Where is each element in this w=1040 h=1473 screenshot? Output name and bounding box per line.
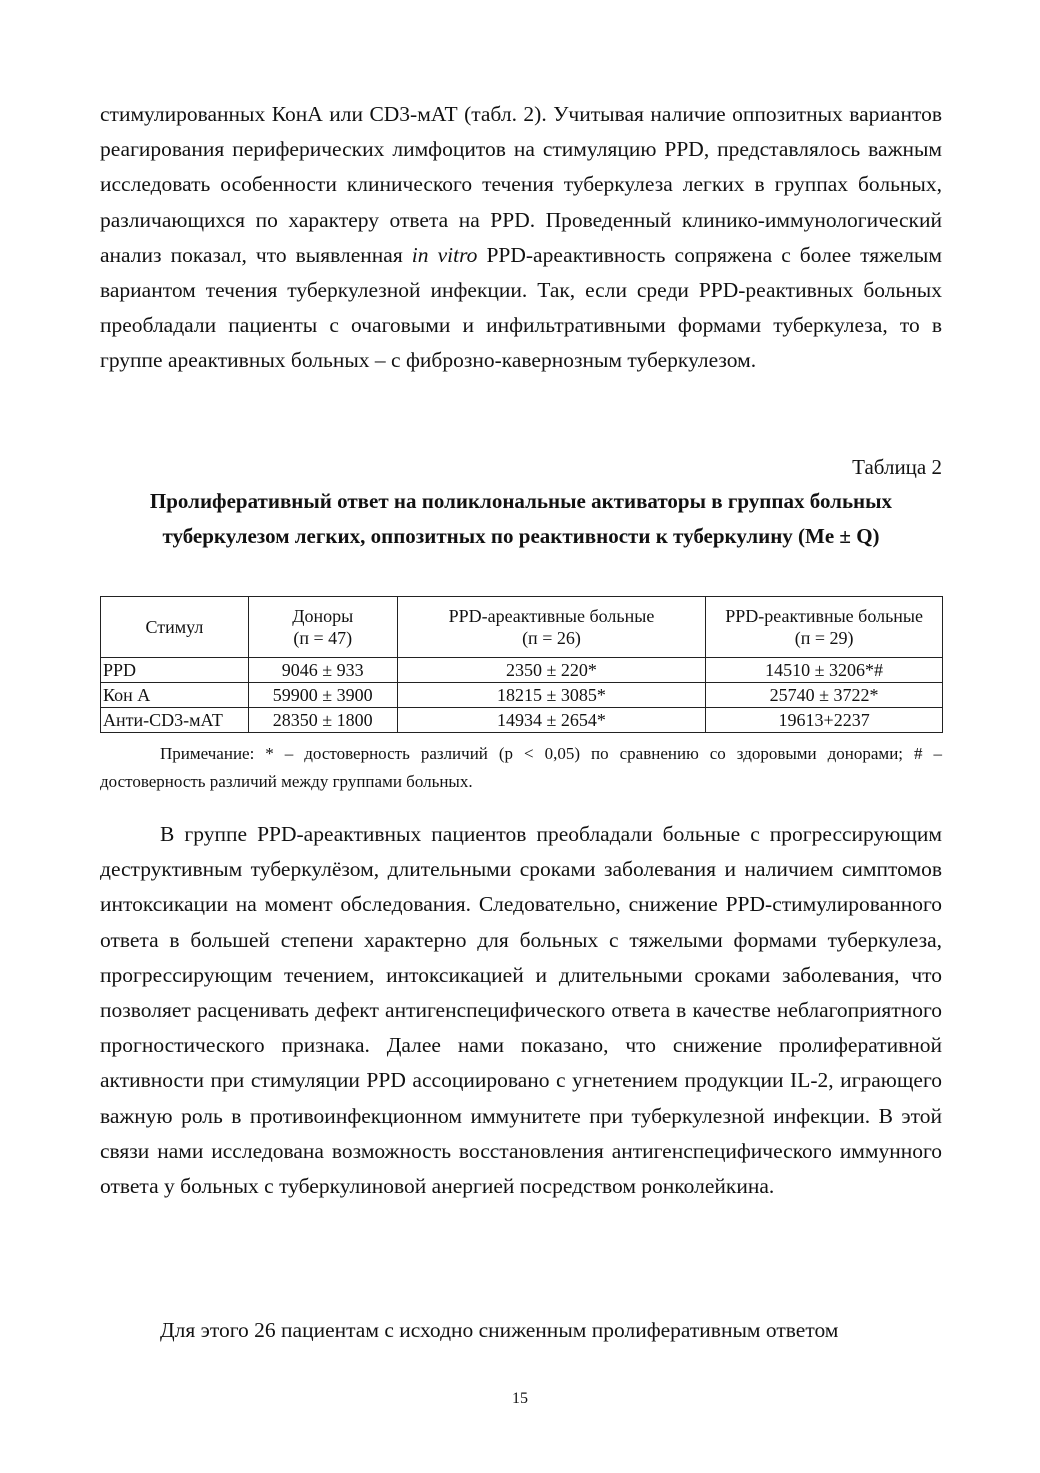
intro-italic-term: in vitro [411, 242, 478, 267]
header-reactive-label: PPD-реактивные больные [725, 606, 923, 626]
intro-paragraph [100, 97, 942, 379]
intro-text-cont: PPD-ареактивность сопряжена с более тяжелым вариантом течения туберкулезной инфекции. Так, если среди PPD-реактивных больных преобладали пациенты с очаговыми и инфильтративными формами туберкулеза, то в группе ареактивных больных – с фиброзно-кавернозным туберкулезом. [100, 242, 942, 373]
intro-text: стимулированных КонА или CD3-мАТ (табл. 2). Учитывая наличие оппозитных вариантов реагирования периферических лимфоцитов на стимуляцию PPD, представлялось важным исследовать особенности клинического течения туберкулеза легких в группах больных, различающихся по характеру ответа на PPD. Проведенный клинико-иммунологический анализ показал, что выявленная [100, 102, 942, 267]
header-reactive [706, 597, 943, 658]
table-cell: 18215 ± 3085* [397, 683, 706, 708]
table-cell: 14934 ± 2654* [397, 708, 706, 733]
body-paragraph-last: Для этого 26 пациентам с исходно сниженным пролиферативным ответом [160, 1318, 839, 1342]
table-cell: 19613+2237 [706, 708, 943, 733]
header-areactive-label: PPD-ареактивные больные [448, 606, 655, 626]
body-paragraph: В группе PPD-ареактивных пациентов преобладали больные с прогрессирующим деструктивным туберкулёзом, длительными сроками заболевания и наличием симптомов интоксикации на момент обследования. Следовательно, снижение PPD-стимулированного ответа в большей степени характерно для больных с тяжелыми формами туберкулеза, прогрессирующим течением, интоксикацией и длительными сроками заболевания, что позволяет расценивать дефект антигенспецифического ответа в качестве неблагоприятного прогностического признака. Далее нами показано, что снижение пролиферативной активности при стимуляции PPD ассоциировано с угнетением продукции IL-2, играющего важную роль в противоинфекционном иммунитете при туберкулезной инфекции. В этой связи нами исследована возможность восстановления антигенспецифического иммунного ответа у больных с туберкулиновой анергией посредством ронколейкина. [100, 822, 942, 1199]
header-stimulus-label: Стимул [145, 617, 204, 637]
table-cell: 59900 ± 3900 [248, 683, 397, 708]
header-areactive-n: (п = 26) [522, 628, 581, 648]
table-cell: 9046 ± 933 [248, 658, 397, 683]
header-donors [248, 597, 397, 658]
header-reactive-n: (п = 29) [794, 628, 854, 648]
header-donors-n: (п = 47) [293, 628, 353, 648]
results-table [100, 596, 943, 733]
header-areactive [397, 597, 706, 658]
table-note: Примечание: * – достоверность различий (р < 0,05) по сравнению со здоровыми донорами; # – достоверность различий между группами больных. [100, 744, 942, 791]
page-number: 15 [512, 1390, 528, 1407]
header-donors-label: Доноры [292, 606, 354, 626]
table-cell: Анти-CD3-мАТ [101, 708, 249, 733]
header-stimulus [101, 597, 249, 658]
table-row [101, 683, 943, 708]
table-cell: PPD [101, 658, 249, 683]
table-title: Пролиферативный ответ на поликлональные активаторы в группах больных туберкулезом легких, оппозитных по реактивности к туберкулину (Me ± Q) [149, 489, 893, 548]
table-cell: 28350 ± 1800 [248, 708, 397, 733]
table-cell: Кон А [101, 683, 249, 708]
table-cell: 25740 ± 3722* [706, 683, 943, 708]
table-header-row [101, 597, 943, 658]
table-row [101, 658, 943, 683]
table-cell: 2350 ± 220* [397, 658, 706, 683]
table-number: Таблица 2 [852, 455, 942, 479]
table-row [101, 708, 943, 733]
table-cell: 14510 ± 3206*# [706, 658, 943, 683]
